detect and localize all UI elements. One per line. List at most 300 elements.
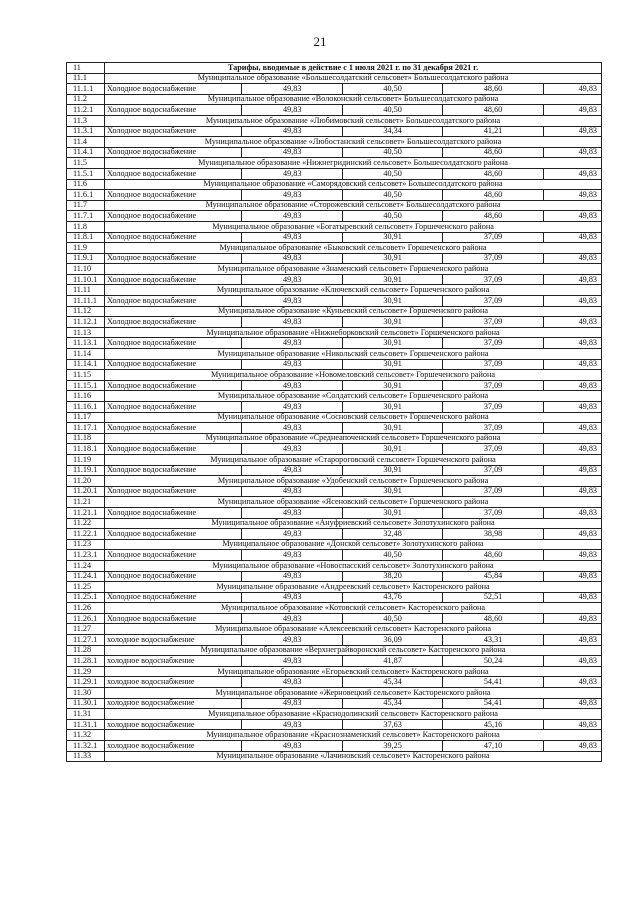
tariff-value-4: 49,83	[543, 592, 601, 603]
tariff-value-2: 41,87	[342, 656, 442, 667]
row-number: 11.21.1	[67, 507, 105, 518]
section-number: 11.13	[67, 327, 105, 338]
municipality-name: Муниципальное образование «Ключевский сельсовет» Горшеченского района	[105, 285, 602, 296]
tariff-value-3: 37,09	[443, 402, 543, 413]
tariff-value-2: 40,50	[342, 168, 442, 179]
section-row	[67, 158, 602, 169]
tariff-value-1: 49,83	[242, 423, 342, 434]
service-name: Холодное водоснабжение	[105, 274, 242, 285]
section-number: 11.18	[67, 433, 105, 444]
tariff-value-4: 49,83	[543, 613, 601, 624]
tariff-row	[67, 635, 602, 646]
row-number: 11.22.1	[67, 529, 105, 540]
tariff-value-2: 34,34	[342, 126, 442, 137]
municipality-name: Муниципальное образование «Жерновецкий сельсовет» Касторенского района	[105, 688, 602, 699]
tariff-value-4: 49,83	[543, 677, 601, 688]
section-number: 11.4	[67, 137, 105, 148]
row-number: 11.14.1	[67, 359, 105, 370]
row-number: 11.29.1	[67, 677, 105, 688]
tariff-value-2: 30,91	[342, 444, 442, 455]
tariff-value-3: 37,09	[443, 296, 543, 307]
service-name: Холодное водоснабжение	[105, 338, 242, 349]
tariff-value-3: 45,84	[443, 571, 543, 582]
tariff-value-2: 30,91	[342, 274, 442, 285]
tariff-row	[67, 211, 602, 222]
section-number: 11.32	[67, 730, 105, 741]
section-number: 11.16	[67, 391, 105, 402]
service-name: Холодное водоснабжение	[105, 550, 242, 561]
section-number: 11.9	[67, 243, 105, 254]
tariff-value-3: 48,60	[443, 190, 543, 201]
row-number: 11.12.1	[67, 317, 105, 328]
tariff-value-2: 30,91	[342, 423, 442, 434]
row-number: 11.3.1	[67, 126, 105, 137]
tariff-value-1: 49,83	[242, 317, 342, 328]
tariff-value-3: 37,09	[443, 423, 543, 434]
tariff-row	[67, 253, 602, 264]
tariff-row	[67, 592, 602, 603]
tariff-value-3: 37,09	[443, 232, 543, 243]
section-number: 11.28	[67, 645, 105, 656]
section-number: 11.14	[67, 349, 105, 360]
tariff-row	[67, 507, 602, 518]
tariff-value-1: 49,83	[242, 211, 342, 222]
tariff-row	[67, 105, 602, 116]
service-name: Холодное водоснабжение	[105, 423, 242, 434]
section-row	[67, 751, 602, 762]
row-number: 11.8.1	[67, 232, 105, 243]
tariff-value-1: 49,83	[242, 550, 342, 561]
municipality-name: Муниципальное образование «Ануфриевский сельсовет» Золотухинского района	[105, 518, 602, 529]
tariff-value-2: 30,91	[342, 507, 442, 518]
tariff-value-2: 37,63	[342, 719, 442, 730]
service-name: Холодное водоснабжение	[105, 529, 242, 540]
tariff-value-1: 49,83	[242, 465, 342, 476]
municipality-name: Муниципальное образование «Новоспасский сельсовет» Золотухинского района	[105, 560, 602, 571]
section-number: 11.5	[67, 158, 105, 169]
section-number: 11.25	[67, 582, 105, 593]
tariff-value-1: 49,83	[242, 147, 342, 158]
tariff-value-2: 40,50	[342, 550, 442, 561]
service-name: холодное водоснабжение	[105, 719, 242, 730]
service-name: холодное водоснабжение	[105, 635, 242, 646]
municipality-name: Муниципальное образование «Сторожевский сельсовет» Большесолдатского района	[105, 200, 602, 211]
municipality-name: Муниципальное образование «Большесолдатский сельсовет» Большесолдатского района	[105, 73, 602, 84]
service-name: Холодное водоснабжение	[105, 486, 242, 497]
tariff-row	[67, 719, 602, 730]
tariff-value-2: 30,91	[342, 296, 442, 307]
tariff-value-4: 49,83	[543, 126, 601, 137]
tariff-value-2: 30,91	[342, 465, 442, 476]
section-number: 11.7	[67, 200, 105, 211]
tariff-value-4: 49,83	[543, 741, 601, 752]
tariff-value-1: 49,83	[242, 486, 342, 497]
service-name: Холодное водоснабжение	[105, 296, 242, 307]
row-number: 11.32.1	[67, 741, 105, 752]
tariff-value-4: 49,83	[543, 571, 601, 582]
tariff-value-2: 43,76	[342, 592, 442, 603]
municipality-name: Муниципальное образование «Любимовский сельсовет» Большесолдатского района	[105, 115, 602, 126]
row-number: 11.1.1	[67, 84, 105, 95]
tariff-value-3: 48,60	[443, 168, 543, 179]
tariff-value-3: 37,09	[443, 444, 543, 455]
tariff-value-4: 49,83	[543, 274, 601, 285]
tariff-value-3: 37,09	[443, 359, 543, 370]
section-row	[67, 560, 602, 571]
municipality-name: Муниципальное образование «Никольский сельсовет» Горшеченского района	[105, 349, 602, 360]
service-name: Холодное водоснабжение	[105, 613, 242, 624]
section-number: 11.1	[67, 73, 105, 84]
tariff-row	[67, 550, 602, 561]
tariff-row	[67, 380, 602, 391]
section-row	[67, 476, 602, 487]
tariff-row	[67, 465, 602, 476]
section-number: 11.23	[67, 539, 105, 550]
tariff-value-1: 49,83	[242, 338, 342, 349]
row-number: 11.18.1	[67, 444, 105, 455]
section-row	[67, 730, 602, 741]
tariff-row	[67, 338, 602, 349]
tariff-value-3: 52,51	[443, 592, 543, 603]
section-row	[67, 370, 602, 381]
tariff-value-1: 49,83	[242, 168, 342, 179]
tariff-value-2: 40,50	[342, 613, 442, 624]
section-row	[67, 645, 602, 656]
tariff-value-2: 40,50	[342, 211, 442, 222]
row-number: 11.7.1	[67, 211, 105, 222]
tariff-table-body	[67, 63, 602, 762]
tariff-value-1: 49,83	[242, 105, 342, 116]
tariff-value-4: 49,83	[543, 444, 601, 455]
service-name: Холодное водоснабжение	[105, 444, 242, 455]
tariff-value-1: 49,83	[242, 380, 342, 391]
row-number: 11.11.1	[67, 296, 105, 307]
row-number: 11.20.1	[67, 486, 105, 497]
tariff-row	[67, 84, 602, 95]
tariff-value-3: 37,09	[443, 507, 543, 518]
section-row	[67, 603, 602, 614]
tariff-value-1: 49,83	[242, 274, 342, 285]
service-name: Холодное водоснабжение	[105, 147, 242, 158]
section-row	[67, 349, 602, 360]
tariff-value-3: 45,16	[443, 719, 543, 730]
tariff-value-3: 41,21	[443, 126, 543, 137]
tariff-value-4: 49,83	[543, 211, 601, 222]
tariff-value-2: 30,91	[342, 486, 442, 497]
tariff-value-4: 49,83	[543, 635, 601, 646]
tariff-value-1: 49,83	[242, 592, 342, 603]
tariff-row	[67, 359, 602, 370]
service-name: Холодное водоснабжение	[105, 84, 242, 95]
tariff-row	[67, 444, 602, 455]
municipality-name: Муниципальное образование «Андреевский сельсовет» Касторенского района	[105, 582, 602, 593]
section-row	[67, 666, 602, 677]
row-number: 11.27.1	[67, 635, 105, 646]
tariff-value-3: 48,60	[443, 147, 543, 158]
tariff-value-4: 49,83	[543, 253, 601, 264]
municipality-name: Муниципальное образование «Сосновский сельсовет» Горшеченского района	[105, 412, 602, 423]
service-name: Холодное водоснабжение	[105, 380, 242, 391]
tariff-value-3: 38,98	[443, 529, 543, 540]
tariff-value-4: 49,83	[543, 486, 601, 497]
section-row	[67, 243, 602, 254]
tariff-value-4: 49,83	[543, 402, 601, 413]
tariff-row	[67, 486, 602, 497]
tariff-row	[67, 402, 602, 413]
tariff-row	[67, 677, 602, 688]
section-number: 11.10	[67, 264, 105, 275]
service-name: Холодное водоснабжение	[105, 359, 242, 370]
municipality-name: Муниципальное образование «Верхнеграйворонский сельсовет» Касторенского района	[105, 645, 602, 656]
tariff-row	[67, 529, 602, 540]
section-number: 11.3	[67, 115, 105, 126]
row-number: 11.15.1	[67, 380, 105, 391]
tariff-value-1: 49,83	[242, 656, 342, 667]
tariff-value-2: 30,91	[342, 338, 442, 349]
tariff-value-1: 49,83	[242, 253, 342, 264]
tariff-value-4: 49,83	[543, 529, 601, 540]
tariff-value-2: 40,50	[342, 147, 442, 158]
tariff-value-2: 30,91	[342, 359, 442, 370]
section-number: 11.22	[67, 518, 105, 529]
municipality-name: Муниципальное образование «Волоконский сельсовет» Большесолдатского района	[105, 94, 602, 105]
section-row	[67, 221, 602, 232]
tariff-value-3: 48,60	[443, 105, 543, 116]
tariff-row	[67, 571, 602, 582]
row-number: 11.17.1	[67, 423, 105, 434]
service-name: Холодное водоснабжение	[105, 317, 242, 328]
tariff-value-1: 49,83	[242, 741, 342, 752]
tariff-value-2: 40,50	[342, 84, 442, 95]
section-number: 11.12	[67, 306, 105, 317]
row-number: 11.13.1	[67, 338, 105, 349]
tariff-value-3: 48,60	[443, 550, 543, 561]
section-row	[67, 539, 602, 550]
municipality-name: Муниципальное образование «Знаменский сельсовет» Горшеченского района	[105, 264, 602, 275]
tariff-value-4: 49,83	[543, 698, 601, 709]
section-row	[67, 688, 602, 699]
tariff-value-2: 30,91	[342, 232, 442, 243]
municipality-name: Муниципальное образование «Краснознаменский сельсовет» Касторенского района	[105, 730, 602, 741]
tariff-value-4: 49,83	[543, 232, 601, 243]
tariff-row	[67, 126, 602, 137]
table-header-row	[67, 63, 602, 74]
tariff-value-4: 49,83	[543, 147, 601, 158]
tariff-value-4: 49,83	[543, 507, 601, 518]
row-number: 11.19.1	[67, 465, 105, 476]
municipality-name: Муниципальное образование «Старороговский сельсовет» Горшеченского района	[105, 454, 602, 465]
section-number: 11.20	[67, 476, 105, 487]
municipality-name: Муниципальное образование «Саморядовский сельсовет» Большесолдатского района	[105, 179, 602, 190]
section-number: 11.11	[67, 285, 105, 296]
tariff-value-1: 49,83	[242, 677, 342, 688]
tariff-value-4: 49,83	[543, 656, 601, 667]
tariff-value-2: 38,20	[342, 571, 442, 582]
section-row	[67, 115, 602, 126]
municipality-name: Муниципальное образование «Быковский сельсовет» Горшеченского района	[105, 243, 602, 254]
service-name: Холодное водоснабжение	[105, 571, 242, 582]
row-number: 11.2.1	[67, 105, 105, 116]
section-row	[67, 179, 602, 190]
table-title: Тарифы, вводимые в действие с 1 июля 2021 г. по 31 декабря 2021 г.	[105, 63, 602, 74]
tariff-value-3: 37,09	[443, 380, 543, 391]
tariff-value-3: 37,09	[443, 317, 543, 328]
municipality-name: Муниципальное образование «Нижнеборковский сельсовет» Горшеченского района	[105, 327, 602, 338]
service-name: Холодное водоснабжение	[105, 592, 242, 603]
page-number: 21	[313, 34, 327, 49]
municipality-name: Муниципальное образование «Среднеапоченский сельсовет» Горшеченского района	[105, 433, 602, 444]
municipality-name: Муниципальное образование «Богатыревский сельсовет» Горшеченского района	[105, 221, 602, 232]
tariff-value-4: 49,83	[543, 380, 601, 391]
section-row	[67, 94, 602, 105]
row-number: 11.31.1	[67, 719, 105, 730]
tariff-value-4: 49,83	[543, 423, 601, 434]
tariff-value-1: 49,83	[242, 402, 342, 413]
service-name: холодное водоснабжение	[105, 656, 242, 667]
municipality-name: Муниципальное образование «Солдатский сельсовет» Горшеченского района	[105, 391, 602, 402]
municipality-name: Муниципальное образование «Ясеновский сельсовет» Горшеченского района	[105, 497, 602, 508]
tariff-value-4: 49,83	[543, 296, 601, 307]
section-row	[67, 391, 602, 402]
tariff-value-2: 40,50	[342, 190, 442, 201]
section-number: 11.17	[67, 412, 105, 423]
tariff-value-3: 54,41	[443, 677, 543, 688]
tariff-value-1: 49,83	[242, 507, 342, 518]
tariff-value-1: 49,83	[242, 444, 342, 455]
section-number: 11.19	[67, 454, 105, 465]
tariff-value-3: 37,09	[443, 465, 543, 476]
tariff-value-4: 49,83	[543, 359, 601, 370]
tariff-value-1: 49,83	[242, 232, 342, 243]
section-row	[67, 624, 602, 635]
row-number: 11.6.1	[67, 190, 105, 201]
tariff-value-4: 49,83	[543, 719, 601, 730]
row-number: 11.16.1	[67, 402, 105, 413]
municipality-name: Муниципальное образование «Егорьевский сельсовет» Касторенского района	[105, 666, 602, 677]
tariff-value-4: 49,83	[543, 105, 601, 116]
tariff-row	[67, 274, 602, 285]
section-number: 11.8	[67, 221, 105, 232]
service-name: Холодное водоснабжение	[105, 168, 242, 179]
tariff-value-1: 49,83	[242, 126, 342, 137]
tariff-value-2: 36,09	[342, 635, 442, 646]
section-number: 11.30	[67, 688, 105, 699]
tariff-value-4: 49,83	[543, 465, 601, 476]
tariff-value-1: 49,83	[242, 359, 342, 370]
tariff-value-3: 54,41	[443, 698, 543, 709]
tariff-value-2: 39,25	[342, 741, 442, 752]
tariff-value-3: 47,10	[443, 741, 543, 752]
service-name: Холодное водоснабжение	[105, 211, 242, 222]
section-row	[67, 137, 602, 148]
tariff-row	[67, 296, 602, 307]
section-row	[67, 73, 602, 84]
tariff-value-4: 49,83	[543, 84, 601, 95]
section-number: 11.2	[67, 94, 105, 105]
section-number: 11.6	[67, 179, 105, 190]
row-number: 11.26.1	[67, 613, 105, 624]
tariff-value-3: 37,09	[443, 253, 543, 264]
service-name: холодное водоснабжение	[105, 698, 242, 709]
tariff-value-4: 49,83	[543, 168, 601, 179]
tariff-value-4: 49,83	[543, 190, 601, 201]
tariff-value-1: 49,83	[242, 613, 342, 624]
row-number: 11.9.1	[67, 253, 105, 264]
municipality-name: Муниципальное образование «Удобенский сельсовет» Горшеченского района	[105, 476, 602, 487]
tariff-row	[67, 741, 602, 752]
tariff-value-1: 49,83	[242, 84, 342, 95]
municipality-name: Муниципальное образование «Донской сельсовет» Золотухинского района	[105, 539, 602, 550]
tariff-row	[67, 317, 602, 328]
service-name: Холодное водоснабжение	[105, 105, 242, 116]
section-number: 11.31	[67, 709, 105, 720]
service-name: Холодное водоснабжение	[105, 507, 242, 518]
service-name: Холодное водоснабжение	[105, 190, 242, 201]
municipality-name: Муниципальное образование «Котовский сельсовет» Касторенского района	[105, 603, 602, 614]
tariff-value-2: 45,34	[342, 677, 442, 688]
tariff-value-1: 49,83	[242, 635, 342, 646]
row-number: 11.24.1	[67, 571, 105, 582]
service-name: Холодное водоснабжение	[105, 126, 242, 137]
tariff-value-1: 49,83	[242, 719, 342, 730]
tariff-row	[67, 168, 602, 179]
tariff-value-1: 49,83	[242, 296, 342, 307]
tariff-value-4: 49,83	[543, 550, 601, 561]
municipality-name: Муниципальное образование «Любостанский сельсовет» Большесолдатского района	[105, 137, 602, 148]
tariff-value-2: 32,48	[342, 529, 442, 540]
tariff-value-3: 50,24	[443, 656, 543, 667]
row-number: 11.28.1	[67, 656, 105, 667]
section-row	[67, 264, 602, 275]
service-name: Холодное водоснабжение	[105, 402, 242, 413]
tariff-row	[67, 190, 602, 201]
tariff-row	[67, 423, 602, 434]
section-row	[67, 582, 602, 593]
tariff-value-2: 30,91	[342, 380, 442, 391]
tariff-value-3: 48,60	[443, 613, 543, 624]
tariff-table	[66, 62, 602, 762]
tariff-value-3: 37,09	[443, 274, 543, 285]
tariff-value-2: 40,50	[342, 105, 442, 116]
tariff-value-1: 49,83	[242, 571, 342, 582]
tariff-value-3: 37,09	[443, 486, 543, 497]
municipality-name: Муниципальное образование «Куньевский сельсовет» Горшеченского района	[105, 306, 602, 317]
municipality-name: Муниципальное образование «Краснодолинский сельсовет» Касторенского района	[105, 709, 602, 720]
tariff-value-3: 43,31	[443, 635, 543, 646]
section-number: 11.15	[67, 370, 105, 381]
row-number: 11.10.1	[67, 274, 105, 285]
service-name: Холодное водоснабжение	[105, 253, 242, 264]
row-number: 11.23.1	[67, 550, 105, 561]
tariff-value-4: 49,83	[543, 317, 601, 328]
section-row	[67, 518, 602, 529]
tariff-value-1: 49,83	[242, 190, 342, 201]
tariff-value-1: 49,83	[242, 529, 342, 540]
section-number: 11.24	[67, 560, 105, 571]
tariff-value-3: 48,60	[443, 84, 543, 95]
tariff-value-2: 30,91	[342, 317, 442, 328]
row-number: 11.25.1	[67, 592, 105, 603]
tariff-row	[67, 656, 602, 667]
row-number: 11.4.1	[67, 147, 105, 158]
section-row	[67, 454, 602, 465]
section-number: 11.21	[67, 497, 105, 508]
section-row	[67, 306, 602, 317]
section-row	[67, 497, 602, 508]
header-number: 11	[67, 63, 105, 74]
section-number: 11.27	[67, 624, 105, 635]
service-name: холодное водоснабжение	[105, 677, 242, 688]
